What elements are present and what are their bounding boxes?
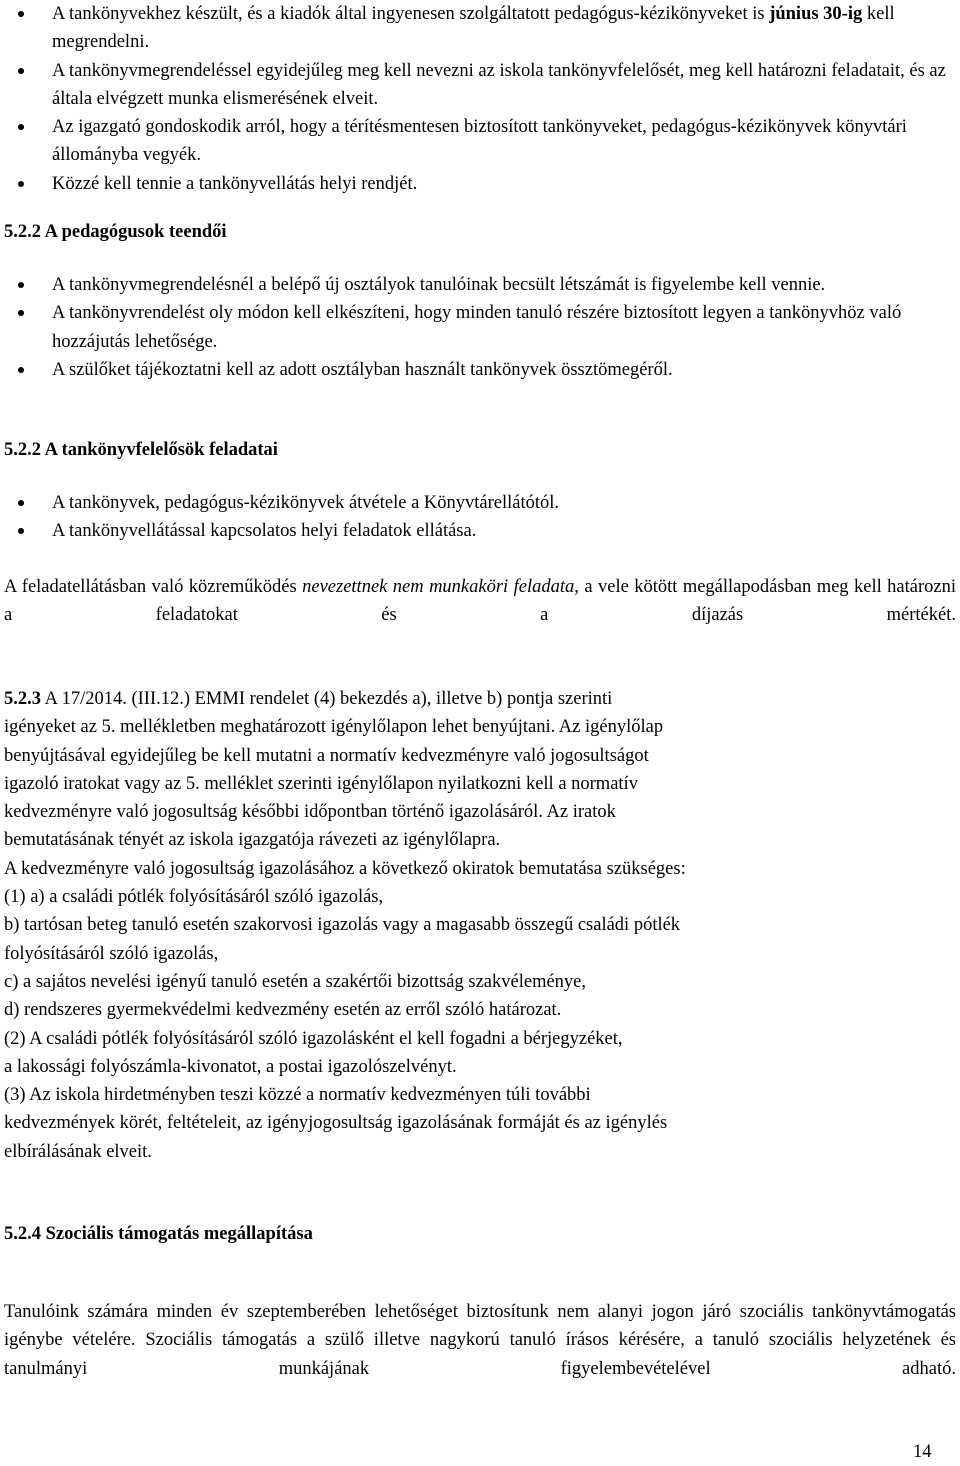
- list-item: A tankönyvrendelést oly módon kell elkészíteni, hogy minden tanuló részére biztosított legyen a tankönyvhöz való hozzájutás lehetősége.: [0, 299, 960, 356]
- section-523: 5.2.3 A 17/2014. (III.12.) EMMI rendelet (4) bekezdés a), illetve b) pontja szerinti igényeket az 5. mellékletben meghatározott igénylőlapon lehet benyújtani. Az igénylőlap benyújtásával egyidejűleg be kell mutatni a normatív kedvezményre való jogosultságot igazoló iratokat vagy az 5. melléklet szerinti igénylőlapon nyilatkozni kell a normatív kedvezményre való jogosultság későbbi időpontban történő igazolásáról. Az iratok bemutatásának tényét az iskola igazgatója rávezeti az igénylőlapra. A kedvezményre való jogosultság igazolásához a következő okiratok bemutatása szükséges: (1) a) a családi pótlék folyósításáról szóló igazolás, b) tartósan beteg tanuló esetén szakorvosi igazolás vagy a magasabb összegű családi pótlék folyósításáról szóló igazolás, c) a sajátos nevelési igényű tanuló esetén a szakértői bizottság szakvéleménye, d) rendszeres gyermekvédelmi kedvezmény esetén az erről szóló határozat. (2) A családi pótlék folyósításáról szóló igazolásként el kell fogadni a bérjegyzéket, a lakossági folyószámla-kivonatot, a postai igazolószelvényt. (3) Az iskola hirdetményben teszi közzé a normatív kedvezményen túli további kedvezmények körét, feltételeit, az igényjogosultság igazolásának formáját és az igénylés elbírálásának elveit.: [4, 689, 686, 1162]
- list-item: A tankönyvellátással kapcsolatos helyi feladatok ellátása.: [0, 517, 960, 545]
- bullet-list-ordering: [0, 0, 960, 198]
- paragraph-social: Tanulóink számára minden év szeptemberében lehetőséget biztosítunk nem alanyi jogon járó szociális tankönyvtámogatás igénybe vételére. Szociális támogatás a szülő illetve nagykorú tanuló írásos kérésére, a tanuló szociális helyzetének és tanulmányi munkájának figyelembevételével adható.: [4, 1302, 956, 1379]
- section-heading-officers: 5.2.2 A tankönyvfelelősök feladatai: [4, 440, 278, 460]
- bullet-list-officers: [0, 489, 960, 546]
- list-item: A tankönyvekhez készült, és a kiadók által ingyenesen szolgáltatott pedagógus-kézikönyveket is június 30-ig kell megrendelni.: [0, 0, 960, 57]
- list-item: Az igazgató gondoskodik arról, hogy a térítésmentesen biztosított tankönyveket, pedagógus-kézikönyvek könyvtári állományba vegyék.: [0, 113, 960, 170]
- list-item: A tankönyvmegrendeléssel egyidejűleg meg kell nevezni az iskola tankönyvfelelősét, meg kell határozni feladatait, és az általa elvégzett munka elismerésének elveit.: [0, 57, 960, 114]
- list-item: A tankönyvmegrendelésnél a belépő új osztályok tanulóinak becsült létszámát is figyelembe kell vennie.: [0, 271, 960, 299]
- section-number: 5.2.3: [4, 689, 41, 709]
- section-heading-social: 5.2.4 Szociális támogatás megállapítása: [4, 1224, 313, 1244]
- bullet-list-teachers: [0, 271, 960, 384]
- paragraph-cooperation: A feladatellátásban való közreműködés nevezettnek nem munkaköri feladata, a vele kötött megállapodásban meg kell határozni a feladatokat és a díjazás mértékét.: [4, 577, 956, 626]
- page-number: 14: [913, 1442, 932, 1462]
- list-item: A szülőket tájékoztatni kell az adott osztályban használt tankönyvek össztömegéről.: [0, 356, 960, 384]
- deadline-bold: június 30-ig: [769, 4, 863, 24]
- list-item: A tankönyvek, pedagógus-kézikönyvek átvétele a Könyvtárellátótól.: [0, 489, 960, 517]
- section-heading-teachers: 5.2.2 A pedagógusok teendői: [4, 222, 227, 242]
- list-item: Közzé kell tennie a tankönyvellátás helyi rendjét.: [0, 170, 960, 198]
